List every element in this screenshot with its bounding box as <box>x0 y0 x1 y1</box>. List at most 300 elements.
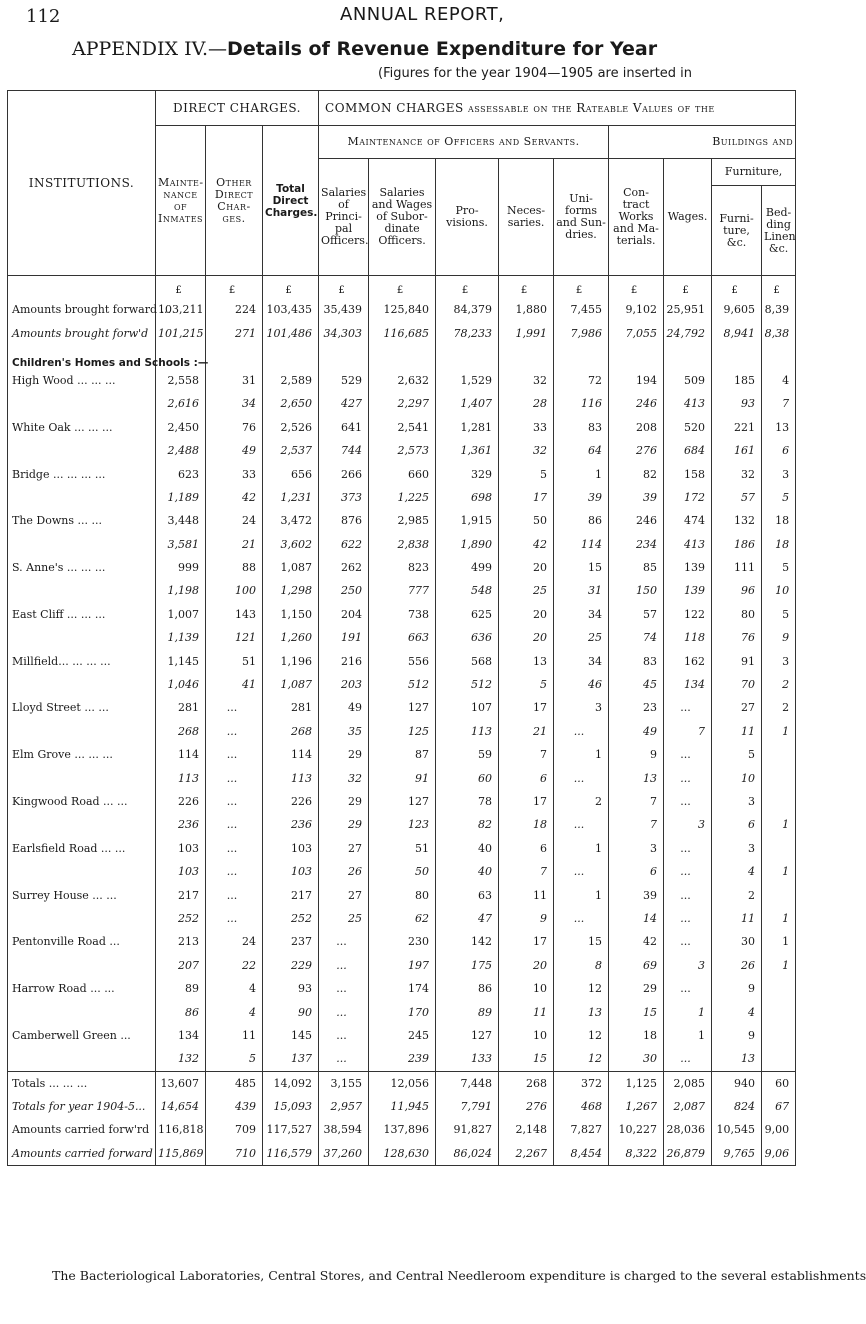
table-cell: 18 <box>499 813 554 836</box>
page-subtitle: (Figures for the year 1904—1905 are inserted in <box>378 66 693 81</box>
page-title <box>72 38 657 60</box>
institution-name: S. Anne's ... ... ... <box>8 556 156 579</box>
table-cell: 23 <box>609 696 664 719</box>
table-cell: 1,145 <box>156 649 206 672</box>
table-cell: 2,087 <box>664 1095 712 1118</box>
table-cell: 111 <box>712 556 762 579</box>
table-row <box>8 1047 796 1071</box>
table-cell: 623 <box>156 462 206 485</box>
table-cell: 72 <box>554 369 609 392</box>
table-cell: 239 <box>369 1047 436 1071</box>
table-cell: 78,233 <box>436 321 499 344</box>
table-cell: 114 <box>554 533 609 556</box>
table-cell: 5 <box>712 743 762 766</box>
table-cell: 34 <box>554 603 609 626</box>
table-cell: 76 <box>206 416 263 439</box>
table-cell: 9,605 <box>712 298 762 321</box>
table-cell: 7 <box>499 743 554 766</box>
table-cell: 1 <box>664 1024 712 1047</box>
table-cell: 25 <box>499 579 554 602</box>
table-cell: 116,685 <box>369 321 436 344</box>
table-cell: 139 <box>664 556 712 579</box>
table-cell: 7 <box>664 720 712 743</box>
table-cell: 641 <box>319 416 369 439</box>
table-cell: 42 <box>499 533 554 556</box>
section-heading: Children's Homes and Schools :— <box>8 345 156 369</box>
table-cell: 940 <box>712 1071 762 1095</box>
page-number: 112 <box>26 6 61 27</box>
table-cell: 103 <box>156 860 206 883</box>
table-cell: 18 <box>762 533 796 556</box>
table-cell: 125 <box>369 720 436 743</box>
table-cell: 3 <box>609 837 664 860</box>
table-cell: 49 <box>319 696 369 719</box>
table-cell: 4 <box>206 1000 263 1023</box>
table-cell: 1,267 <box>609 1095 664 1118</box>
header-salaries-principal: Salaries of Princi-pal Officers. <box>319 159 369 276</box>
table-cell: 9,06 <box>762 1142 796 1166</box>
table-cell: 1,139 <box>156 626 206 649</box>
table-cell: 11 <box>499 883 554 906</box>
table-cell: 2,488 <box>156 439 206 462</box>
table-cell: 29 <box>319 790 369 813</box>
table-cell: 548 <box>436 579 499 602</box>
table-cell: 7,791 <box>436 1095 499 1118</box>
table-cell: 42 <box>609 930 664 953</box>
currency-symbol-cell: £ <box>499 276 554 299</box>
table-cell: 2,573 <box>369 439 436 462</box>
table-cell: 246 <box>609 509 664 532</box>
table-row <box>8 954 796 977</box>
table-cell: 738 <box>369 603 436 626</box>
table-cell: 1,046 <box>156 673 206 696</box>
table-cell: 556 <box>369 649 436 672</box>
table-cell: 40 <box>436 860 499 883</box>
table-row <box>8 533 796 556</box>
table-cell: 14,654 <box>156 1095 206 1118</box>
table-cell: ... <box>664 977 712 1000</box>
table-cell: 78 <box>436 790 499 813</box>
table-cell <box>762 977 796 1000</box>
institution-name: Camberwell Green ... <box>8 1024 156 1047</box>
table-cell: 625 <box>436 603 499 626</box>
table-cell: 10 <box>499 977 554 1000</box>
table-cell: 1,087 <box>263 673 319 696</box>
table-cell: 172 <box>664 486 712 509</box>
table-cell: 3 <box>712 837 762 860</box>
table-cell: 2,632 <box>369 369 436 392</box>
table-cell: 3,448 <box>156 509 206 532</box>
institution-name <box>8 392 156 415</box>
table-cell: 268 <box>499 1071 554 1095</box>
currency-symbol-cell: £ <box>263 276 319 299</box>
table-cell: 4 <box>762 369 796 392</box>
table-cell: 83 <box>609 649 664 672</box>
table-cell: 145 <box>263 1024 319 1047</box>
table-cell: 5 <box>762 486 796 509</box>
table-cell: 281 <box>156 696 206 719</box>
table-cell: 2,085 <box>664 1071 712 1095</box>
table-cell: 663 <box>369 626 436 649</box>
table-cell: 63 <box>436 883 499 906</box>
table-cell: 191 <box>319 626 369 649</box>
table-cell: 26,879 <box>664 1142 712 1166</box>
section-heading-spacer <box>206 345 263 369</box>
institution-name: Lloyd Street ... ... <box>8 696 156 719</box>
table-row <box>8 603 796 626</box>
currency-symbol-cell: £ <box>762 276 796 299</box>
table-cell: 823 <box>369 556 436 579</box>
table-cell: 7 <box>762 392 796 415</box>
table-cell: 439 <box>206 1095 263 1118</box>
table-cell: 203 <box>319 673 369 696</box>
table-cell: 5 <box>499 462 554 485</box>
table-row <box>8 486 796 509</box>
institution-name <box>8 626 156 649</box>
table-cell: 9 <box>609 743 664 766</box>
table-cell: 744 <box>319 439 369 462</box>
table-cell <box>762 837 796 860</box>
table-cell: ... <box>319 1047 369 1071</box>
table-cell: 60 <box>436 766 499 789</box>
table-cell: 103,435 <box>263 298 319 321</box>
institution-name: Amounts brought forw'd <box>8 321 156 344</box>
table-cell: 20 <box>499 954 554 977</box>
table-row <box>8 883 796 906</box>
table-cell: 1,991 <box>499 321 554 344</box>
table-cell: 622 <box>319 533 369 556</box>
table-cell: 213 <box>156 930 206 953</box>
institution-name: Bridge ... ... ... ... <box>8 462 156 485</box>
table-cell: 100 <box>206 579 263 602</box>
table-cell: 93 <box>712 392 762 415</box>
table-cell: 150 <box>609 579 664 602</box>
table-cell: 37,260 <box>319 1142 369 1166</box>
header-common-charges: COMMON CHARGES assessable on the Rateable Values of the <box>319 91 796 126</box>
currency-row-label <box>8 276 156 299</box>
table-cell: 509 <box>664 369 712 392</box>
table-cell: 9 <box>712 1024 762 1047</box>
table-cell: 114 <box>156 743 206 766</box>
table-cell: 49 <box>206 439 263 462</box>
institution-name <box>8 766 156 789</box>
table-cell: ... <box>664 743 712 766</box>
section-heading-spacer <box>263 345 319 369</box>
header-maintenance-group: Maintenance of Officers and Servants. <box>319 126 609 159</box>
table-cell: 1 <box>762 930 796 953</box>
table-cell: 90 <box>263 1000 319 1023</box>
table-cell: 86 <box>156 1000 206 1023</box>
table-cell: 217 <box>263 883 319 906</box>
table-cell: 101,215 <box>156 321 206 344</box>
table-cell: 710 <box>206 1142 263 1166</box>
table-cell: 12 <box>554 1047 609 1071</box>
table-cell: ... <box>554 907 609 930</box>
table-cell: 114 <box>263 743 319 766</box>
table-cell: 11 <box>499 1000 554 1023</box>
table-cell: 3 <box>664 813 712 836</box>
table-cell: 143 <box>206 603 263 626</box>
table-cell: 7 <box>609 790 664 813</box>
table-cell: 262 <box>319 556 369 579</box>
table-cell: ... <box>554 766 609 789</box>
header-total-direct: Total Direct Charges. <box>263 126 319 276</box>
header-other-direct: Other Direct Char-ges. <box>206 126 263 276</box>
table-cell: 26 <box>712 954 762 977</box>
table-cell: 51 <box>206 649 263 672</box>
table-cell: 236 <box>156 813 206 836</box>
table-cell: 93 <box>263 977 319 1000</box>
table-cell: 47 <box>436 907 499 930</box>
table-cell: ... <box>554 720 609 743</box>
table-cell: 6 <box>499 837 554 860</box>
running-head: ANNUAL REPORT, <box>340 4 505 25</box>
table-cell: 1,150 <box>263 603 319 626</box>
table-row <box>8 1000 796 1023</box>
currency-symbol-cell: £ <box>156 276 206 299</box>
table-cell: 7,827 <box>554 1118 609 1141</box>
table-cell: 116 <box>554 392 609 415</box>
table-cell: 137,896 <box>369 1118 436 1141</box>
table-cell: 186 <box>712 533 762 556</box>
table-cell: 50 <box>369 860 436 883</box>
institution-name <box>8 813 156 836</box>
table-cell: 42 <box>206 486 263 509</box>
table-cell: 74 <box>609 626 664 649</box>
currency-symbol-cell: £ <box>664 276 712 299</box>
table-cell: 139 <box>664 579 712 602</box>
table-cell: 7,455 <box>554 298 609 321</box>
table-cell: 529 <box>319 369 369 392</box>
table-cell: 2,541 <box>369 416 436 439</box>
table-cell: 113 <box>156 766 206 789</box>
table-cell: 1,007 <box>156 603 206 626</box>
table-row <box>8 369 796 392</box>
table-cell: 13 <box>609 766 664 789</box>
table-cell: 127 <box>436 1024 499 1047</box>
table-cell: 8,38 <box>762 321 796 344</box>
table-cell: 35,439 <box>319 298 369 321</box>
table-cell: 70 <box>712 673 762 696</box>
table-cell: ... <box>664 1047 712 1071</box>
table-row <box>8 720 796 743</box>
table-cell: 1 <box>554 837 609 860</box>
table-cell: 12,056 <box>369 1071 436 1095</box>
table-cell: 17 <box>499 930 554 953</box>
table-cell: 3 <box>762 462 796 485</box>
table-cell: 39 <box>554 486 609 509</box>
table-cell: 5 <box>762 603 796 626</box>
table-cell: 1 <box>664 1000 712 1023</box>
table-cell: 91 <box>712 649 762 672</box>
table-cell: 30 <box>609 1047 664 1071</box>
table-cell: 5 <box>499 673 554 696</box>
table-cell: ... <box>664 883 712 906</box>
table-cell: 80 <box>712 603 762 626</box>
table-cell: 194 <box>609 369 664 392</box>
table-cell: 115,869 <box>156 1142 206 1166</box>
table-cell: 271 <box>206 321 263 344</box>
table-cell: 1,281 <box>436 416 499 439</box>
table-row <box>8 930 796 953</box>
table-cell: 107 <box>436 696 499 719</box>
table-cell: 38,594 <box>319 1118 369 1141</box>
table-cell: 2,985 <box>369 509 436 532</box>
table-cell: 268 <box>263 720 319 743</box>
table-cell: 234 <box>609 533 664 556</box>
section-heading-spacer <box>762 345 796 369</box>
table-cell: 9 <box>712 977 762 1000</box>
table-cell: 221 <box>712 416 762 439</box>
table-cell: 132 <box>712 509 762 532</box>
table-cell: 197 <box>369 954 436 977</box>
table-row <box>8 743 796 766</box>
table-row <box>8 462 796 485</box>
table-cell: 25 <box>319 907 369 930</box>
table-cell: 499 <box>436 556 499 579</box>
table-cell: 15 <box>554 930 609 953</box>
table-cell: 876 <box>319 509 369 532</box>
table-cell: 13 <box>554 1000 609 1023</box>
table-cell: 2,650 <box>263 392 319 415</box>
table-cell: 7 <box>499 860 554 883</box>
table-cell: 226 <box>156 790 206 813</box>
table-cell: 86,024 <box>436 1142 499 1166</box>
table-cell: 118 <box>664 626 712 649</box>
table-cell: 684 <box>664 439 712 462</box>
table-cell: 217 <box>156 883 206 906</box>
section-heading-spacer <box>609 345 664 369</box>
table-cell: 88 <box>206 556 263 579</box>
table-cell: 125,840 <box>369 298 436 321</box>
table-cell: 123 <box>369 813 436 836</box>
table-cell: 474 <box>664 509 712 532</box>
table-cell: 1,125 <box>609 1071 664 1095</box>
table-cell: 11 <box>712 907 762 930</box>
table-cell: 413 <box>664 392 712 415</box>
table-cell: 26 <box>319 860 369 883</box>
table-cell: 413 <box>664 533 712 556</box>
table-cell: 276 <box>609 439 664 462</box>
institution-name <box>8 439 156 462</box>
table-row <box>8 977 796 1000</box>
table-cell: 252 <box>156 907 206 930</box>
table-cell: 9 <box>762 626 796 649</box>
table-cell: ... <box>206 883 263 906</box>
table-cell: 568 <box>436 649 499 672</box>
table-cell: 14,092 <box>263 1071 319 1095</box>
table-cell: 4 <box>712 1000 762 1023</box>
table-cell: 113 <box>263 766 319 789</box>
table-cell: 13 <box>499 649 554 672</box>
table-cell: 15 <box>554 556 609 579</box>
table-cell: ... <box>664 860 712 883</box>
table-cell: 237 <box>263 930 319 953</box>
table-cell: 21 <box>206 533 263 556</box>
table-row <box>8 1118 796 1141</box>
table-cell: 1,225 <box>369 486 436 509</box>
table-cell: 1 <box>762 860 796 883</box>
table-cell: 3 <box>712 790 762 813</box>
table-cell: 1,087 <box>263 556 319 579</box>
institution-name: Totals ... ... ... <box>8 1071 156 1095</box>
table-cell: 30 <box>712 930 762 953</box>
table-cell: 1,361 <box>436 439 499 462</box>
table-cell: 64 <box>554 439 609 462</box>
table-cell: 660 <box>369 462 436 485</box>
table-cell: 1,880 <box>499 298 554 321</box>
section-heading-spacer <box>319 345 369 369</box>
table-cell: 2,526 <box>263 416 319 439</box>
table-cell: 41 <box>206 673 263 696</box>
institution-name <box>8 673 156 696</box>
table-row <box>8 813 796 836</box>
table-cell: 3,155 <box>319 1071 369 1095</box>
table-cell: 7,055 <box>609 321 664 344</box>
table-cell: 27 <box>712 696 762 719</box>
table-cell: 29 <box>609 977 664 1000</box>
table-cell: 175 <box>436 954 499 977</box>
table-cell: 101,486 <box>263 321 319 344</box>
table-cell: 31 <box>206 369 263 392</box>
table-cell: 229 <box>263 954 319 977</box>
table-cell: 24 <box>206 930 263 953</box>
institution-name: Surrey House ... ... <box>8 883 156 906</box>
section-heading-row <box>8 345 796 369</box>
table-row <box>8 1095 796 1118</box>
table-cell: 11 <box>206 1024 263 1047</box>
table-cell: 1 <box>762 907 796 930</box>
table-row <box>8 321 796 344</box>
header-necessaries: Neces-saries. <box>499 159 554 276</box>
table-cell: 103,211 <box>156 298 206 321</box>
table-cell: 121 <box>206 626 263 649</box>
table-cell: 2 <box>554 790 609 813</box>
table-cell: 824 <box>712 1095 762 1118</box>
table-cell <box>762 790 796 813</box>
table-cell: 32 <box>499 369 554 392</box>
table-cell: 245 <box>369 1024 436 1047</box>
table-cell: 2,838 <box>369 533 436 556</box>
table-cell: 14 <box>609 907 664 930</box>
table-cell: 33 <box>499 416 554 439</box>
table-cell: 103 <box>156 837 206 860</box>
section-heading-spacer <box>499 345 554 369</box>
table-cell: 246 <box>609 392 664 415</box>
table-cell: 161 <box>712 439 762 462</box>
table-cell: ... <box>206 790 263 813</box>
table-row <box>8 509 796 532</box>
section-heading-spacer <box>664 345 712 369</box>
table-cell: 1 <box>554 743 609 766</box>
table-cell: 17 <box>499 790 554 813</box>
table-cell <box>762 883 796 906</box>
table-cell: 1,189 <box>156 486 206 509</box>
table-cell: 29 <box>319 813 369 836</box>
table-cell: 4 <box>712 860 762 883</box>
table-cell: 27 <box>319 837 369 860</box>
institution-name <box>8 1000 156 1023</box>
table-row <box>8 766 796 789</box>
table-cell: ... <box>206 813 263 836</box>
section-heading-spacer <box>369 345 436 369</box>
table-cell: 13 <box>712 1047 762 1071</box>
table-cell: ... <box>319 977 369 1000</box>
table-cell: 67 <box>762 1095 796 1118</box>
table-cell <box>762 743 796 766</box>
currency-symbol-cell: £ <box>369 276 436 299</box>
table-cell: 82 <box>609 462 664 485</box>
